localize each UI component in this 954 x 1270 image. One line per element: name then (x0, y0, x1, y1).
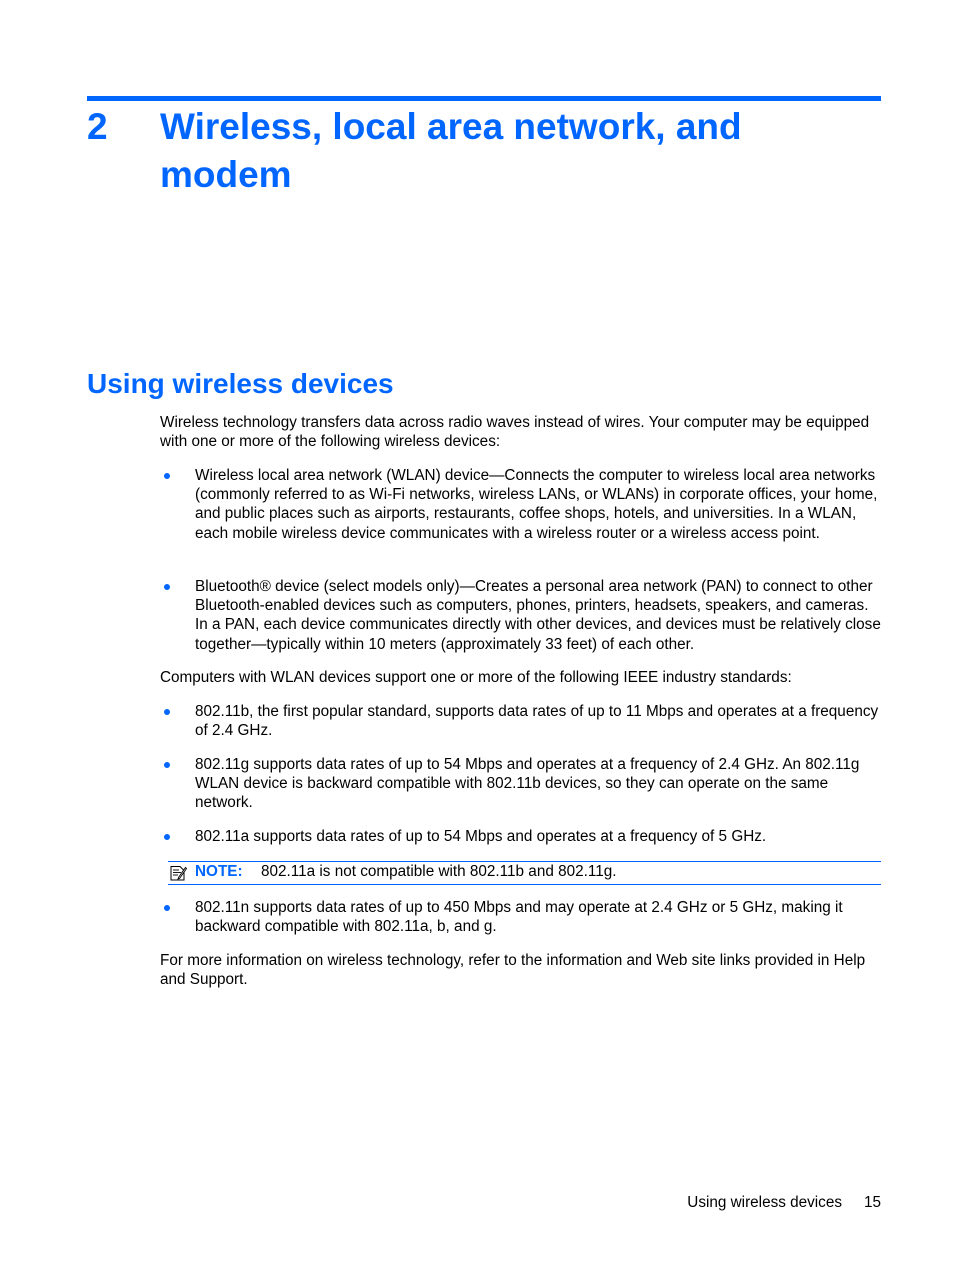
bullet-icon (164, 473, 170, 479)
list-item (160, 755, 884, 813)
chapter-number: 2 (87, 106, 108, 147)
bullet-icon (164, 762, 170, 768)
list-item-text: 802.11n supports data rates of up to 450 Mbps and may operate at 2.4 GHz or 5 GHz, making it backward compatible with 802.11a, b, and g. (195, 899, 843, 936)
bullet-icon (164, 584, 170, 590)
list-item (160, 702, 884, 740)
bullet-icon (164, 834, 170, 840)
list-item-text: Wireless local area network (WLAN) device—Connects the computer to wireless local area networks (commonly referred to as Wi-Fi networks, wireless LANs, or WLANs) in corporate offices, your home, and public places such as airports, restaurants, coffee shops, hotels, and universities. In a WLAN, each mobile wireless device communicates with a wireless router or a wireless access point. (195, 467, 878, 542)
list-item-text: 802.11g supports data rates of up to 54 Mbps and operates at a frequency of 2.4 GHz. An 802.11g WLAN device is backward compatible with 802.11b devices, so they can operate on the same network. (195, 756, 860, 812)
bullet-icon (164, 905, 170, 911)
bullet-icon (164, 709, 170, 715)
standards-intro-paragraph: Computers with WLAN devices support one or more of the following IEEE industry standards: (160, 669, 792, 686)
intro-paragraph: Wireless technology transfers data across radio waves instead of wires. Your computer may be equipped with one or more of the following wireless devices: (160, 414, 870, 451)
note-icon (169, 864, 187, 882)
list-item (160, 898, 884, 936)
footer-section-title: Using wireless devices (687, 1194, 842, 1211)
section-heading: Using wireless devices (87, 368, 394, 399)
list-item (160, 466, 884, 543)
chapter-rule (87, 96, 881, 101)
note-text: 802.11a is not compatible with 802.11b and 802.11g. (261, 863, 617, 880)
note-label: NOTE: (195, 863, 243, 880)
list-item-text: Bluetooth® device (select models only)—Creates a personal area network (PAN) to connect to other Bluetooth-enabled devices such as computers, phones, printers, headsets, speakers, and cameras. In a PAN, each device communicates directly with other devices, and devices must be relatively close together—typically within 10 meters (approximately 33 feet) of each other. (195, 578, 881, 653)
chapter-title: Wireless, local area network, and modem (160, 106, 742, 195)
list-item (160, 577, 884, 654)
footer-page-number: 15 (863, 1194, 881, 1211)
note-box (168, 861, 881, 885)
more-info-paragraph: For more information on wireless technology, refer to the information and Web site links provided in Help and Support. (160, 952, 866, 989)
list-item-text: 802.11a supports data rates of up to 54 Mbps and operates at a frequency of 5 GHz. (195, 828, 767, 845)
list-item-text: 802.11b, the first popular standard, supports data rates of up to 11 Mbps and operates at a frequency of 2.4 GHz. (195, 703, 879, 740)
list-item (160, 827, 884, 846)
